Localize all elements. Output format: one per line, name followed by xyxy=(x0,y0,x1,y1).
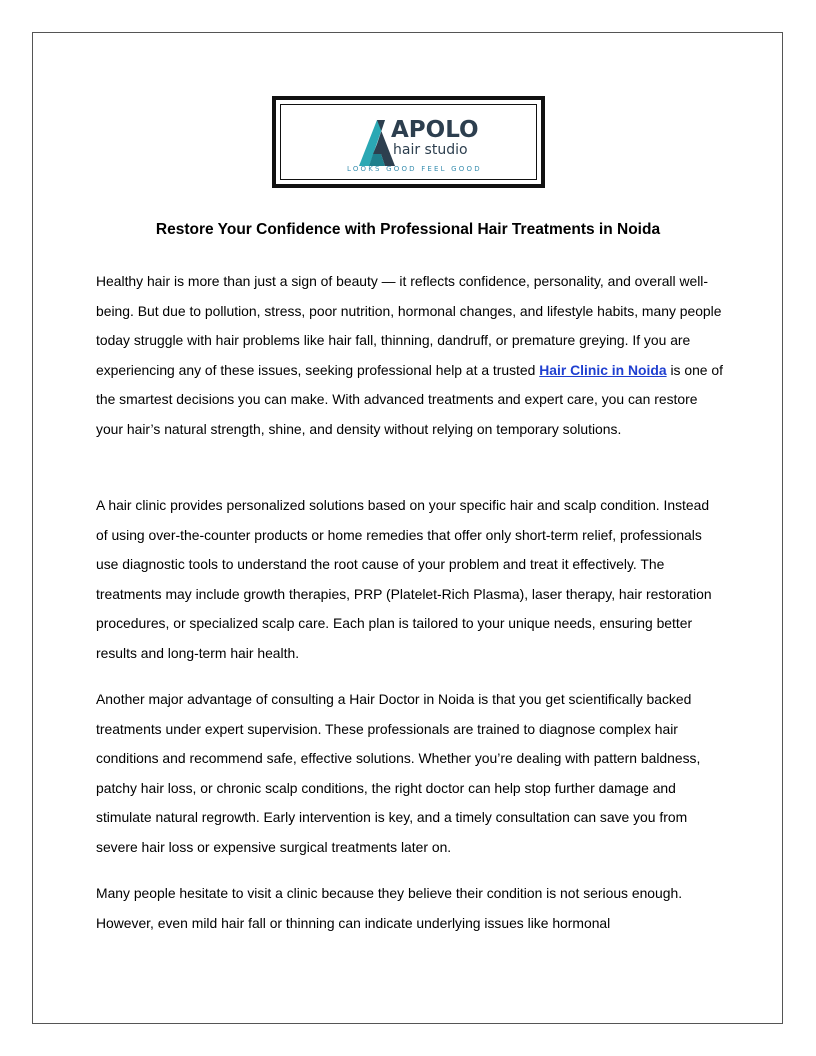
logo-frame xyxy=(272,96,545,188)
document-title: Restore Your Confidence with Professional Hair Treatments in Noida xyxy=(155,221,661,238)
paragraph-2: A hair clinic provides personalized solutions based on your specific hair and scalp condition. Instead of using over-the-counter products or home remedies that offer only short-term relief, professionals use diagnostic tools to understand the root cause of your problem and treat it effectively. The treatments may include growth therapies, PRP (Platelet-Rich Plasma), laser therapy, hair restoration procedures, or specialized scalp care. Each plan is tailored to your unique needs, ensuring better results and long-term hair health. xyxy=(96,497,712,661)
paragraph-1-text-after: is one of the smartest decisions you can make. With advanced treatments and expert care, you can restore your hair’s natural strength, shine, and density without relying on temporary solutions. xyxy=(96,361,723,437)
logo-inner-frame xyxy=(280,104,537,180)
paragraph-3: Another major advantage of consulting a Hair Doctor in Noida is that you get scientifically backed treatments under expert supervision. These professionals are trained to diagnose complex hair conditions and recommend safe, effective solutions. Whether you’re dealing with pattern baldness, patchy hair loss, or chronic scalp conditions, the right doctor can help stop further damage and stimulate natural regrowth. Early intervention is key, and a timely consultation can save you from severe hair loss or expensive surgical treatments later on. xyxy=(96,691,701,855)
logo-tagline-text: LOOKS GOOD FEEL GOOD xyxy=(347,165,482,173)
logo-subtitle-text: hair studio xyxy=(393,142,468,158)
paragraph-1-text-before: Healthy hair is more than just a sign of beauty — it reflects confidence, personality, and overall well-being. But due to pollution, stress, poor nutrition, hormonal changes, and lifestyle habits, many people today struggle with hair problems like hair fall, thinning, dandruff, or premature greying. If you are experiencing any of these issues, seeking professional help at a trusted xyxy=(96,273,722,378)
paragraph-1 xyxy=(96,267,724,444)
paragraph-4: Many people hesitate to visit a clinic because they believe their condition is not serious enough. However, even mild hair fall or thinning can indicate underlying issues like hormonal xyxy=(96,885,683,931)
hair-clinic-noida-link[interactable]: Hair Clinic in Noida xyxy=(539,361,667,378)
logo-brand-text: APOLO xyxy=(391,117,479,143)
